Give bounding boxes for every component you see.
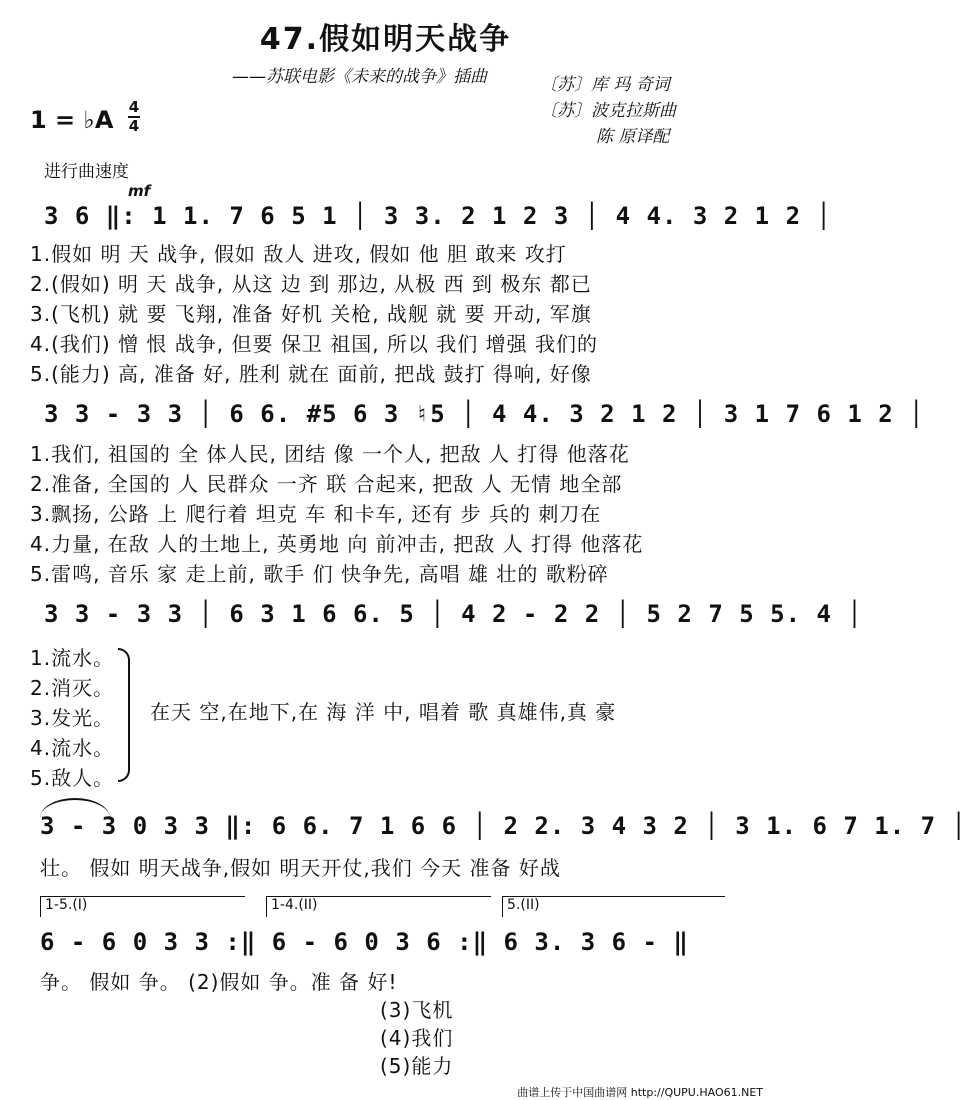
volta-3-label: 5.(II) — [507, 897, 540, 913]
volta-3 — [502, 896, 725, 917]
refrain-lyric: 在天 空,在地下,在 海 洋 中, 唱着 歌 真雄伟,真 豪 — [150, 700, 617, 724]
lyricist-credit: 〔苏〕库 玛 奇词 — [540, 75, 670, 95]
system-1-lyric-1: 1.假如 明 天 战争, 假如 敌人 进攻, 假如 他 胆 敢来 攻打 — [30, 242, 567, 266]
system-1-notes: 3 6 ‖: 1 1. 7 6 5 1 │ 3 3. 2 1 2 3 │ 4 4. 3 2 1 2 │ — [44, 202, 832, 230]
system-5-lyric: 争。 假如 争。 (2)假如 争。准 备 好! — [40, 970, 398, 994]
system-1-lyric-4: 4.(我们) 憎 恨 战争, 但要 保卫 祖国, 所以 我们 增强 我们的 — [30, 332, 598, 356]
volta-1-label: 1-5.(I) — [45, 897, 88, 913]
system-3-notes: 3 3 - 3 3 │ 6 3 1 6 6. 5 │ 4 2 - 2 2 │ 5 2 7 5 5. 4 │ — [44, 600, 863, 628]
ending-brace — [118, 648, 130, 782]
cue-line-5: (5)能力 — [380, 1054, 454, 1078]
dynamic-marking: mf — [128, 182, 151, 200]
system-4-lyric: 壮。 假如 明天战争,假如 明天开仗,我们 今天 准备 好战 — [40, 856, 561, 880]
cue-line-4: (4)我们 — [380, 1026, 454, 1050]
composer-credit: 〔苏〕波克拉斯曲 — [540, 101, 676, 121]
volta-2-label: 1-4.(II) — [271, 897, 318, 913]
ending-line-4: 4.流水。 — [30, 736, 115, 760]
ending-line-1: 1.流水。 — [30, 646, 115, 670]
system-2-lyric-3: 3.飘扬, 公路 上 爬行着 坦克 车 和卡车, 还有 步 兵的 刺刀在 — [30, 502, 602, 526]
time-sig-bottom: 4 — [128, 117, 140, 135]
time-sig-top: 4 — [128, 98, 140, 116]
system-2-lyric-5: 5.雷鸣, 音乐 家 走上前, 歌手 们 快争先, 高唱 雄 壮的 歌粉碎 — [30, 562, 609, 586]
cue-line-3: (3)飞机 — [380, 998, 454, 1022]
volta-1 — [40, 896, 245, 917]
system-1-lyric-5: 5.(能力) 高, 准备 好, 胜利 就在 面前, 把战 鼓打 得响, 好像 — [30, 362, 592, 386]
system-1-lyric-2: 2.(假如) 明 天 战争, 从这 边 到 那边, 从极 西 到 极东 都已 — [30, 272, 592, 296]
system-1-lyric-3: 3.(飞机) 就 要 飞翔, 准备 好机 关枪, 战舰 就 要 开动, 军旗 — [30, 302, 592, 326]
system-4-notes: 3 - 3 0 3 3 ‖: 6 6. 7 1 6 6 │ 2 2. 3 4 3 2 │ 3 1. 6 7 1. 7 │ — [40, 812, 967, 840]
system-2-lyric-4: 4.力量, 在敌 人的土地上, 英勇地 向 前冲击, 把敌 人 打得 他落花 — [30, 532, 644, 556]
key-signature: 1 = ♭A — [30, 106, 114, 134]
volta-2 — [266, 896, 491, 917]
song-title: 47.假如明天战争 — [259, 22, 512, 57]
translator-credit: 陈 原译配 — [596, 127, 670, 147]
system-5-notes: 6 - 6 0 3 3 :‖ 6 - 6 0 3 6 :‖ 6 3. 3 6 - ‖ — [40, 928, 689, 956]
ending-line-5: 5.敌人。 — [30, 766, 115, 790]
system-2-lyric-1: 1.我们, 祖国的 全 体人民, 团结 像 一个人, 把敌 人 打得 他落花 — [30, 442, 630, 466]
source-watermark: 曲谱上传于中国曲谱网 http://QUPU.HAO61.NET — [517, 1086, 763, 1099]
song-subtitle: ——苏联电影《未来的战争》插曲 — [232, 67, 487, 87]
tempo-marking: 进行曲速度 — [44, 162, 129, 182]
ending-line-3: 3.发光。 — [30, 706, 115, 730]
system-2-notes: 3 3 - 3 3 │ 6 6. #5 6 3 ♮5 │ 4 4. 3 2 1 2 │ 3 1 7 6 1 2 │ — [44, 400, 925, 428]
ending-line-2: 2.消灭。 — [30, 676, 115, 700]
time-signature — [128, 100, 140, 134]
system-2-lyric-2: 2.准备, 全国的 人 民群众 一齐 联 合起来, 把敌 人 无情 地全部 — [30, 472, 623, 496]
